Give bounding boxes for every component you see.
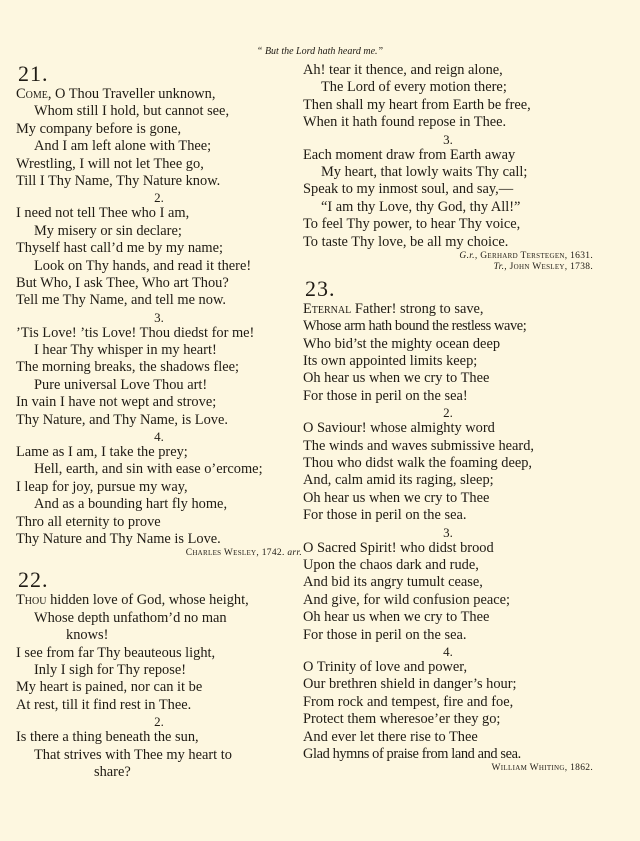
verse-number: 4. [443,643,453,659]
hymn-22-line: Then shall my heart from Earth be free, [303,96,531,113]
hymn-21-line: Whom still I hold, but cannot see, [34,103,230,120]
hymn-21-line: Till I Thy Name, Thy Nature know. [16,172,221,189]
hymn-22-credit-translator: Tr., John Wesley, 1738. [493,261,593,272]
hymn-21-line: My misery or sin declare; [34,222,182,239]
hymn-23-line: For those in peril on the sea! [303,387,468,404]
verse-number: 2. [154,190,164,206]
hymn-23-line: From rock and tempest, fire and foe, [303,693,514,710]
hymn-22-line: To feel Thy power, to hear Thy voice, [303,216,521,233]
hymn-21-line: ’Tis Love! ’tis Love! Thou diedst for me! [16,324,255,341]
hymn-23-line: The winds and waves submissive heard, [303,437,535,454]
hymn-21-line: Hell, earth, and sin with ease o’ercome; [34,461,263,478]
hymn-23-line: Oh hear us when we cry to Thee [303,489,490,506]
hymn-22-line: The Lord of every motion there; [321,79,507,96]
hymn-23-credit: William Whiting, 1862. [491,763,593,774]
hymn-23-line: Its own appointed limits keep; [303,353,478,370]
hymn-number-21: 21. [18,61,49,86]
hymn-22-line: Thou hidden love of God, whose height, [16,592,249,609]
hymn-23-line: For those in peril on the sea. [303,626,467,643]
hymn-22-credit-author: G.r., Gerhard Terstegen, 1631. [459,250,593,261]
hymn-22-line: To taste Thy love, be all my choice. [303,233,509,250]
hymn-21-line: Lame as I am, I take the prey; [16,444,188,461]
hymn-22-line: I see from far Thy beauteous light, [16,644,216,661]
hymn-22-line: Is there a thing beneath the sun, [16,729,199,746]
hymn-23-line: Who bid’st the mighty ocean deep [303,335,501,352]
left-column [16,62,302,781]
verse-number: 2. [154,714,164,730]
hymn-21-line: I leap for joy, pursue my way, [16,478,188,495]
verse-number: 2. [443,405,453,421]
hymn-21-line: Thro all eternity to prove [16,513,161,530]
hymn-23-line: O Trinity of love and power, [303,658,468,675]
hymn-21-line: And I am left alone with Thee; [34,138,212,155]
hymn-21-credit: Charles Wesley, 1742. arr. [185,548,302,559]
hymn-22-line: That strives with Thee my heart to [34,746,232,763]
hymn-21-line: Wrestling, I will not let Thee go, [16,155,204,172]
hymn-number-23: 23. [305,275,336,301]
hymn-22-line: My heart, that lowly waits Thy call; [321,163,528,180]
verse-number: 3. [154,309,164,325]
hymn-23-line: And give, for wild confusion peace; [303,591,511,608]
hymn-21-line: And as a bounding hart fly home, [34,496,228,513]
hymn-23-line: Eternal Father! strong to save, [303,300,484,317]
hymn-21-line: Thy Nature and Thy Name is Love. [16,530,221,547]
hymn-21-line: Thyself hast call’d me by my name; [16,240,224,257]
hymn-21-line: I need not tell Thee who I am, [16,205,190,222]
hymn-23-line: Oh hear us when we cry to Thee [303,370,490,387]
hymn-23-line: Thou who didst walk the foaming deep, [303,455,533,472]
hymn-22-line: knows! [66,627,109,644]
hymn-22-line: At rest, till it find rest in Thee. [16,696,192,713]
hymn-22-line: share? [94,763,131,780]
hymn-number-22: 22. [18,567,49,593]
hymn-23-line: And bid its angry tumult cease, [303,574,483,591]
hymn-23-line: For those in peril on the sea. [303,507,467,524]
hymn-23-line: Protect them wheresoe’er they go; [303,711,501,728]
hymn-21-line: Look on Thy hands, and read it there! [34,257,252,274]
verse-number: 3. [443,524,453,540]
hymn-22-line: When it hath found repose in Thee. [303,114,507,131]
hymn-23-line: O Saviour! whose almighty word [303,420,495,437]
hymn-23-line: Whose arm hath bound the restless wave; [303,318,527,335]
hymn-21-line: The morning breaks, the shadows flee; [16,359,239,376]
hymn-23-line: Glad hymns of praise from land and sea. [303,745,521,762]
hymn-23-line: Upon the chaos dark and rude, [303,556,479,573]
page-header: “ But the Lord hath heard me.” [256,46,384,57]
hymn-21-line: Tell me Thy Name, and tell me now. [16,292,226,309]
hymn-21-line: Pure universal Love Thou art! [34,376,208,393]
hymn-21-line: Thy Nature, and Thy Name, is Love. [16,411,228,428]
hymn-21-line: My company before is gone, [16,120,182,137]
hymn-21-line: I hear Thy whisper in my heart! [34,342,217,359]
hymn-23-line: Our brethren shield in danger’s hour; [303,676,517,693]
hymn-22-line: My heart is pained, nor can it be [16,679,203,696]
verse-number: 4. [154,429,164,445]
hymn-23-line: Oh hear us when we cry to Thee [303,609,490,626]
hymn-23-line: And ever let there rise to Thee [303,728,478,745]
hymn-21-line: But Who, I ask Thee, Who art Thou? [16,274,229,291]
hymn-23-line: And, calm amid its raging, sleep; [303,472,494,489]
right-column [303,62,593,774]
hymn-22-line: Speak to my inmost soul, and say,— [303,181,514,198]
hymn-21-line: Come, O Thou Traveller unknown, [16,86,216,102]
hymn-22-line: “I am thy Love, thy God, thy All!” [321,198,521,215]
hymn-23-line: O Sacred Spirit! who didst brood [303,539,494,556]
hymn-21-line: In vain I have not wept and strove; [16,394,217,411]
hymn-22-line: Whose depth unfathom’d no man [34,609,227,626]
hymn-22-line: Inly I sigh for Thy repose! [34,661,187,678]
verse-number: 3. [443,131,453,147]
hymn-22-line: Each moment draw from Earth away [303,146,516,163]
hymn-22-line: Ah! tear it thence, and reign alone, [303,62,503,78]
